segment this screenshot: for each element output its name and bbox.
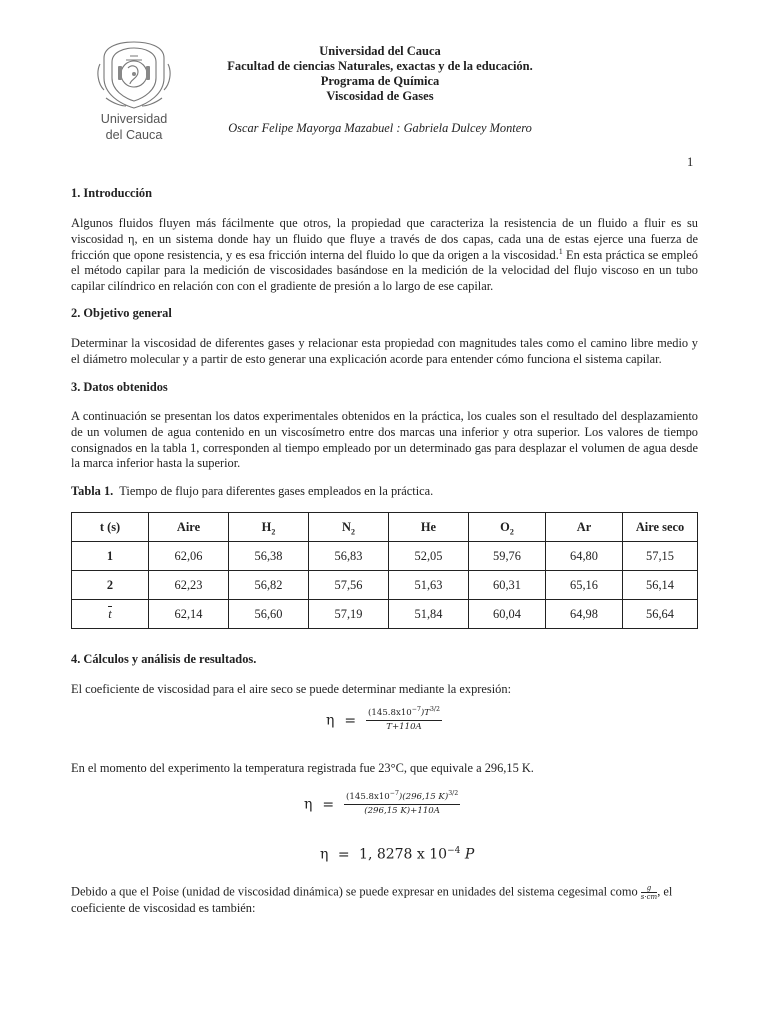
row-label-mean: [72, 600, 149, 629]
table-caption-text: Tiempo de flujo para diferentes gases empleados en la práctica.: [119, 484, 434, 498]
data-paragraph: A continuación se presentan los datos experimentales obtenidos en la práctica, los cuales son el resultado del desplazamiento de un volumen de agua contenido en un viscosímetro entre dos marcas una inferior y otra superior. Los valores de tiempo consignados en la tabla 1, corresponden al tiempo empleado por un determinado gas para desplazar el volumen de agua desde la marca inferior hasta la superior.: [71, 409, 698, 471]
eq3-lhs: η: [320, 846, 329, 863]
table-cell: 51,63: [389, 571, 469, 600]
row-label: 2: [72, 571, 149, 600]
header-h2: $H_2$: [229, 513, 309, 542]
page-number: 1: [687, 155, 694, 169]
analysis-text-3b: , el coeficiente de viscosidad es también:: [71, 884, 673, 915]
university-logo: [88, 38, 180, 142]
eq3-exponent: −4: [447, 846, 461, 856]
table-cell: 57,15: [623, 542, 698, 571]
table-header-row: [72, 513, 698, 542]
heading-calculos: 4. Cálculos y análisis de resultados.: [71, 652, 257, 666]
title-topic: Viscosidad de Gases: [326, 89, 434, 103]
table-cell: 64,80: [546, 542, 623, 571]
t-bar-symbol: t: [108, 606, 112, 621]
eq1-denominator: T+110A: [386, 722, 422, 732]
table-row: [72, 571, 698, 600]
footnote-ref: 1: [558, 246, 563, 256]
header-aire-seco: Aire seco: [623, 513, 698, 542]
header-o2: $O_2$: [469, 513, 546, 542]
title-faculty: Facultad de ciencias Naturales, exactas y de la educación.: [227, 59, 533, 73]
table-cell: 56,14: [623, 571, 698, 600]
heading-datos: 3. Datos obtenidos: [71, 380, 168, 394]
header-he: He: [389, 513, 469, 542]
table-cell: 56,83: [309, 542, 389, 571]
table-cell: 51,84: [389, 600, 469, 629]
university-seal-icon: [96, 38, 172, 110]
flow-time-table: [71, 512, 698, 629]
table-cell: 64,98: [546, 600, 623, 629]
eq1-lhs: η: [326, 712, 335, 729]
analysis-text-3a: Debido a que el Poise (unidad de viscosidad dinámica) se puede expresar en unidades del sistema cegesimal como: [71, 884, 641, 899]
eq2-fraction: [344, 792, 460, 817]
title-program: Programa de Química: [320, 74, 440, 88]
table-caption: [71, 484, 433, 499]
table-cell: 57,56: [309, 571, 389, 600]
eq1-equals: =: [344, 712, 357, 729]
equation-viscosity-result: [320, 846, 474, 863]
eq1-fraction: [366, 708, 442, 733]
document-title-block: [200, 44, 560, 104]
table-cell: 56,60: [229, 600, 309, 629]
header-t: t (s): [72, 513, 149, 542]
eq2-denominator: (296,15 K)+110A: [364, 806, 440, 816]
table-row: [72, 542, 698, 571]
table-cell: 57,19: [309, 600, 389, 629]
intro-paragraph: [71, 216, 698, 295]
table-cell: 52,05: [389, 542, 469, 571]
header-aire: Aire: [149, 513, 229, 542]
heading-objetivo: 2. Objetivo general: [71, 306, 172, 320]
title-university: Universidad del Cauca: [319, 44, 441, 58]
logo-text-line2: del Cauca: [105, 128, 163, 142]
table-cell: 59,76: [469, 542, 546, 571]
logo-text-line1: Universidad: [100, 112, 168, 126]
eq3-mantissa: 1, 8278 x 10: [359, 846, 448, 863]
intro-text-a: Algunos fluidos fluyen más fácilmente que otros, la propiedad que caracteriza la resistencia de un fluido a fluir es su viscosidad η, en un sistema donde hay un fluido que fluye a través de dos capas, cada una de estas ejerce una fuerza de fricción que opone resistencia, y es esa fricción interna del fluido lo que da origen a la viscosidad.: [71, 216, 698, 262]
objective-paragraph: Determinar la viscosidad de diferentes gases y relacionar esta propiedad con magnitudes tales como el camino libre medio y el diámetro molecular y a partir de esto generar una explicación acorde para entender cómo funciona el sistema capilar.: [71, 336, 698, 366]
table-caption-label: Tabla 1.: [71, 484, 114, 498]
header-ar: Ar: [546, 513, 623, 542]
eq1-numerator: $(145.8x10^{-7})T^{3/2}$: [366, 708, 442, 721]
heading-introduccion: 1. Introducción: [71, 186, 153, 200]
equation-viscosity-substituted: [304, 792, 460, 817]
table-cell: 62,23: [149, 571, 229, 600]
analysis-text-3: [71, 884, 698, 917]
eq3-equals: =: [337, 846, 350, 863]
row-label: 1: [72, 542, 149, 571]
table-cell: 60,31: [469, 571, 546, 600]
eq2-equals: =: [322, 796, 335, 813]
table-cell: 60,04: [469, 600, 546, 629]
table-row: [72, 600, 698, 629]
eq2-numerator: $(145.8x10^{-7})(296,15$ K)$^{3/2}$: [344, 792, 460, 805]
poise-unit-fraction: $\frac{g}{s\cdot cm}$: [640, 884, 658, 901]
table-cell: 56,82: [229, 571, 309, 600]
authors: Oscar Felipe Mayorga Mazabuel : Gabriela Dulcey Montero: [228, 121, 532, 135]
header-n2: $N_2$: [309, 513, 389, 542]
table-cell: 65,16: [546, 571, 623, 600]
equation-viscosity-formula: [326, 708, 442, 733]
table-cell: 62,14: [149, 600, 229, 629]
table-cell: 56,38: [229, 542, 309, 571]
intro-text-b: En esta práctica se empleó el método capilar para la medición de viscosidades basándose en la medición de la velocidad del flujo viscoso en un tubo capilar cilíndrico en relación con con el gradiente de presión a lo largo de ese capilar.: [71, 247, 698, 294]
table-cell: 56,64: [623, 600, 698, 629]
analysis-text-1: El coeficiente de viscosidad para el aire seco se puede determinar mediante la expresión:: [71, 682, 512, 696]
analysis-text-2: En el momento del experimento la temperatura registrada fue 23°C, que equivale a 296,15 K.: [71, 761, 534, 775]
eq2-lhs: η: [304, 796, 313, 813]
table-cell: 62,06: [149, 542, 229, 571]
eq3-unit: P: [464, 846, 475, 863]
